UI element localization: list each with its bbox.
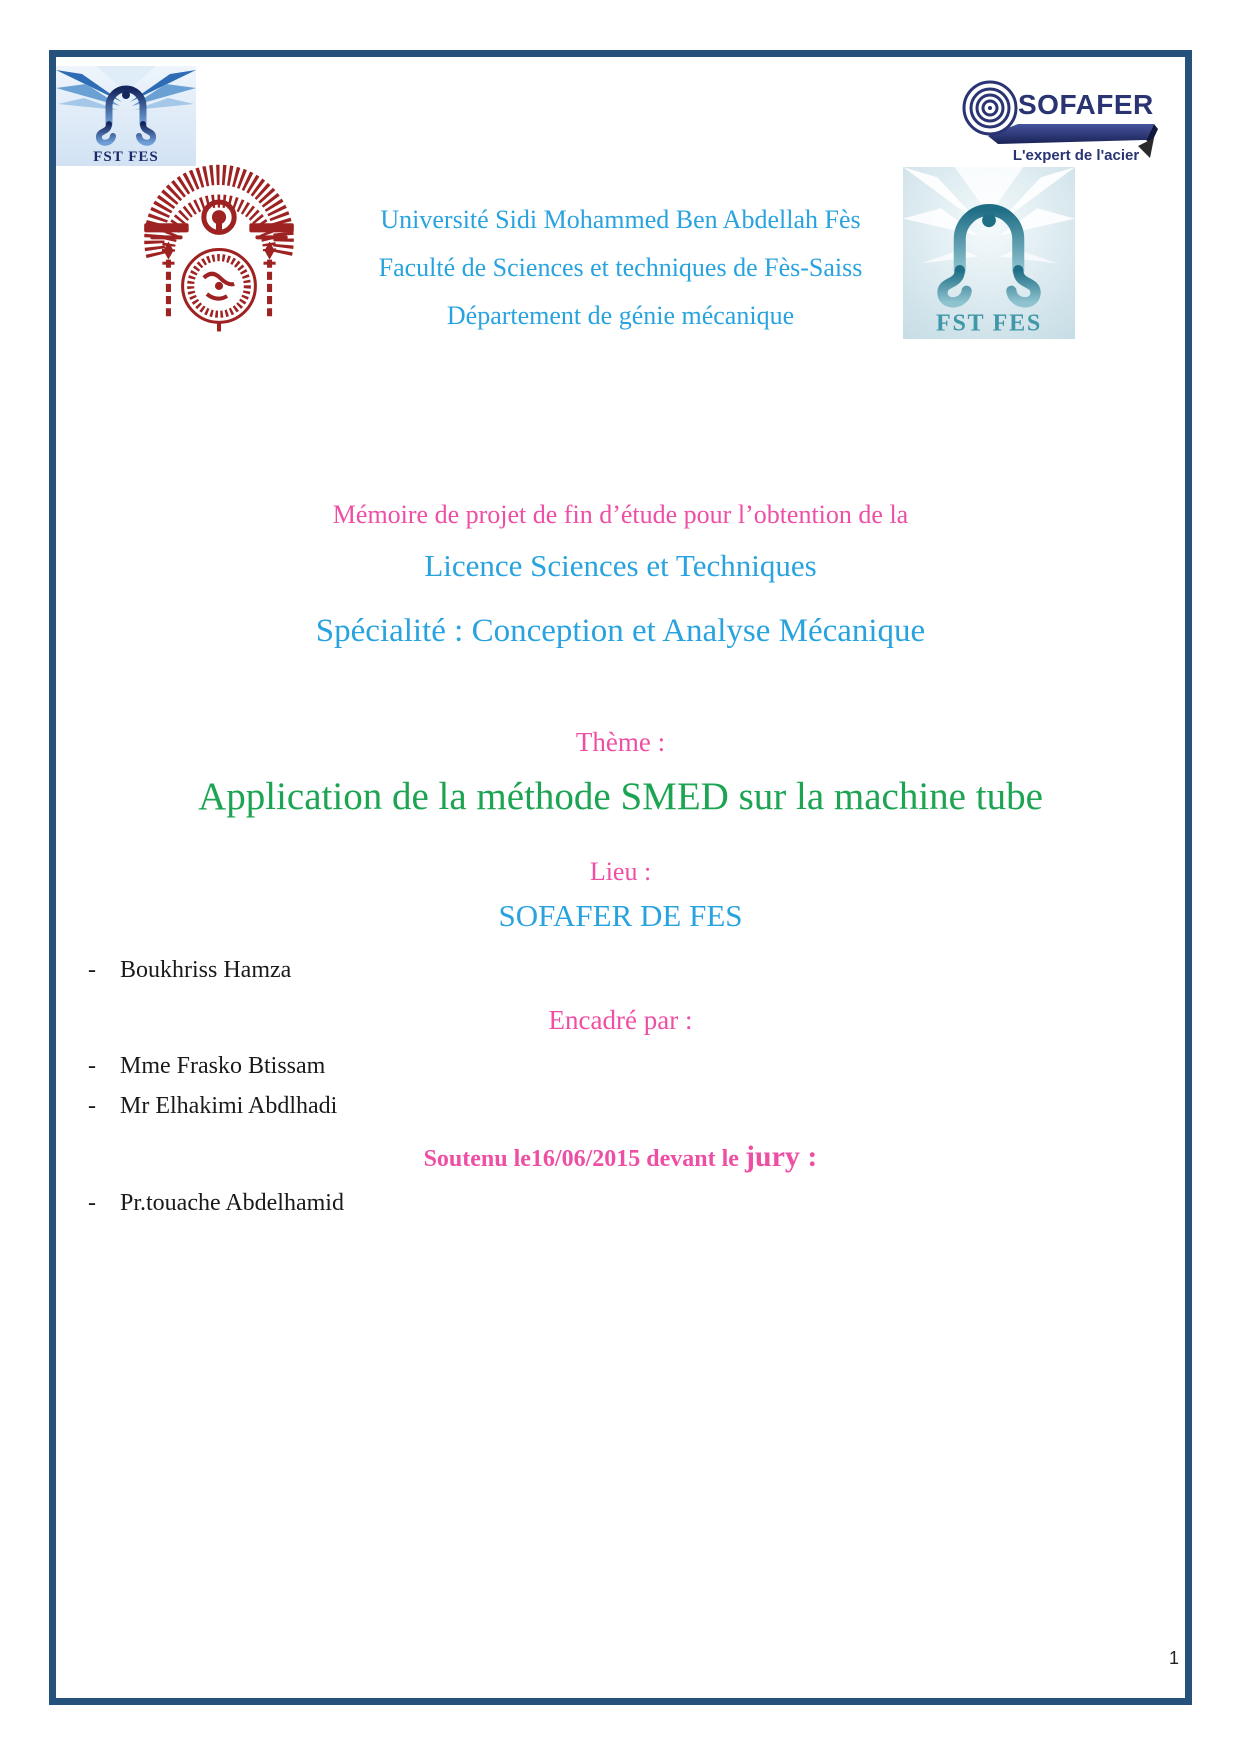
supervisor-item [88, 1053, 325, 1080]
fst-fes-logo-large-label: FST FES [936, 310, 1042, 337]
university-name: Université Sidi Mohammed Ben Abdellah Fès [380, 205, 861, 234]
jury-member-name: Pr.touache Abdelhamid [120, 1190, 344, 1216]
dash-bullet: - [88, 1093, 96, 1119]
dash-bullet: - [88, 957, 96, 983]
supervisor-name: Mr Elhakimi Abdlhadi [120, 1093, 338, 1119]
author-item [88, 957, 291, 984]
faculty-name: Faculté de Sciences et techniques de Fès-Saiss [378, 253, 863, 282]
sofafer-logo-tagline: L'expert de l'acier [1012, 147, 1140, 164]
page-number: 1 [1168, 1648, 1179, 1668]
author-name: Boukhriss Hamza [120, 957, 292, 983]
lieu-label: Lieu : [589, 857, 652, 886]
specialty-line: Spécialité : Conception et Analyse Mécanique [315, 613, 926, 649]
soutenance-text: Soutenu le16/06/2015 devant le [423, 1146, 745, 1172]
sofafer-logo [958, 74, 1158, 164]
supervisor-name: Mme Frasko Btissam [120, 1053, 326, 1079]
jury-member-item [88, 1190, 344, 1217]
project-title: Application de la méthode SMED sur la machine tube [198, 775, 1043, 818]
department-name: Département de génie mécanique [446, 301, 795, 330]
dash-bullet: - [88, 1190, 96, 1216]
encadre-label: Encadré par : [548, 1005, 693, 1035]
institution-header [49, 196, 1192, 340]
supervisor-item [88, 1093, 337, 1120]
memoire-line: Mémoire de projet de fin d’étude pour l’obtention de la [332, 500, 909, 529]
fst-fes-logo-small-label: FST FES [93, 149, 159, 165]
fst-fes-logo-small [56, 66, 196, 166]
location-name: SOFAFER DE FES [498, 898, 743, 933]
theme-label: Thème : [575, 727, 666, 757]
dash-bullet: - [88, 1053, 96, 1079]
sofafer-logo-wordmark: SOFAFER [1018, 89, 1154, 120]
soutenance-line [49, 1140, 1192, 1174]
jury-word: jury : [744, 1140, 818, 1173]
degree-line: Licence Sciences et Techniques [424, 548, 817, 583]
